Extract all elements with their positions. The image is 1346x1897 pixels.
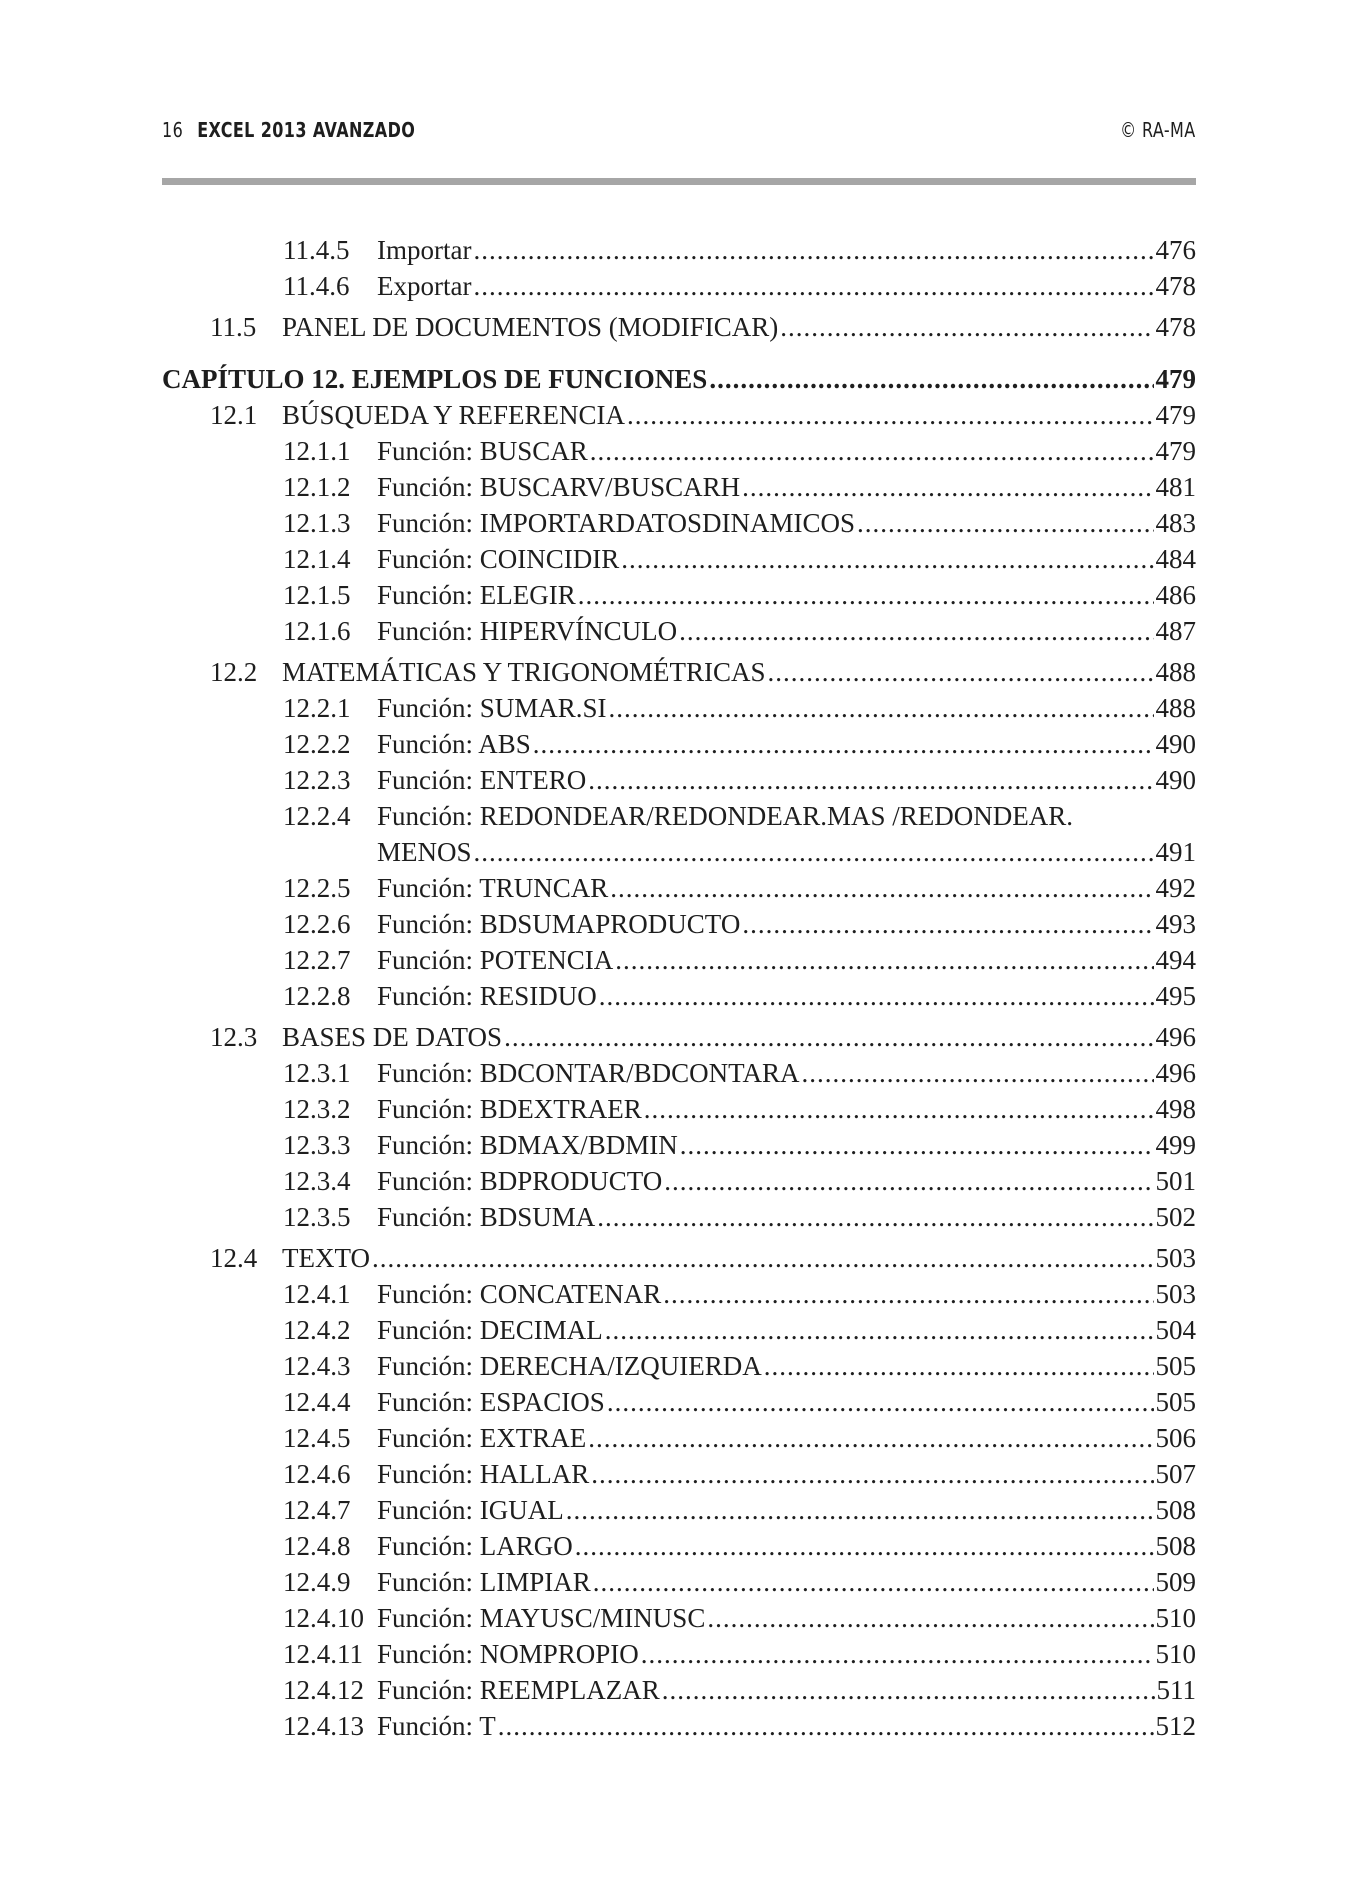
toc-entry <box>162 654 1196 690</box>
toc-entry-page: 505 <box>1154 1384 1197 1420</box>
dot-leader <box>597 1199 1153 1235</box>
toc-entry-leader-line <box>377 1636 1196 1672</box>
toc-entry-page: 494 <box>1154 942 1197 978</box>
toc-entry-number: 12.2.4 <box>283 801 351 831</box>
dot-leader <box>566 1492 1154 1528</box>
dot-leader <box>590 433 1154 469</box>
toc-entry-page: 504 <box>1154 1312 1197 1348</box>
toc-entry-number: 12.2 <box>210 657 258 687</box>
toc-entry-label: BÚSQUEDA Y REFERENCIA <box>282 397 627 433</box>
dot-leader <box>663 1276 1153 1312</box>
dot-leader <box>768 654 1154 690</box>
toc-entry-leader-line <box>377 505 1196 541</box>
toc-entry-label: Función: LIMPIAR <box>377 1564 593 1600</box>
toc-entry-leader-line <box>377 1055 1196 1091</box>
toc-entry-page: 476 <box>1154 232 1197 268</box>
toc-entry-leader-line <box>377 1456 1196 1492</box>
toc-entry-label: Función: BUSCAR <box>377 433 590 469</box>
dot-leader <box>588 762 1153 798</box>
toc-entry-label: Función: BDEXTRAER <box>377 1091 644 1127</box>
toc-entry-page: 503 <box>1154 1240 1197 1276</box>
toc-entry-label: MATEMÁTICAS Y TRIGONOMÉTRICAS <box>282 654 768 690</box>
toc-entry <box>162 505 1196 541</box>
dot-leader <box>473 268 1153 304</box>
toc-entry-leader-line <box>377 1091 1196 1127</box>
toc-entry <box>162 1528 1196 1564</box>
toc-entry-label: Función: TRUNCAR <box>377 870 610 906</box>
header-publisher: © RA-MA <box>1120 118 1196 142</box>
toc-entry-number: 12.2.1 <box>283 693 351 723</box>
dot-leader <box>593 1564 1154 1600</box>
dot-leader <box>764 1348 1154 1384</box>
dot-leader <box>575 1528 1154 1564</box>
toc-entry-leader-line <box>377 469 1196 505</box>
toc-entry-label: Función: MAYUSC/MINUSC <box>377 1600 707 1636</box>
toc-entry-label: Función: BDCONTAR/BDCONTARA <box>377 1055 801 1091</box>
toc-entry-leader-line <box>377 1708 1196 1744</box>
toc-entry-number: 12.1.5 <box>283 580 351 610</box>
toc-entry-number: 12.4.13 <box>283 1711 364 1741</box>
toc-entry-page: 478 <box>1154 268 1197 304</box>
toc-entry-label: Función: POTENCIA <box>377 942 615 978</box>
toc-entry-leader-line <box>377 762 1196 798</box>
toc-entry <box>162 268 1196 304</box>
toc-entry-leader-line <box>377 433 1196 469</box>
toc-entry <box>162 361 1196 397</box>
toc-entry-leader-line <box>377 906 1196 942</box>
toc-entry <box>162 397 1196 433</box>
toc-entry <box>162 613 1196 649</box>
toc-entry <box>162 469 1196 505</box>
toc-entry-number: 12.4.1 <box>283 1279 351 1309</box>
toc-entry-number: 12.4.4 <box>283 1387 351 1417</box>
toc-entry-label: Exportar <box>377 268 473 304</box>
toc-entry-page: 496 <box>1154 1055 1197 1091</box>
toc-entry-leader-line <box>377 834 1196 870</box>
toc-entry-number: 12.2.6 <box>283 909 351 939</box>
toc-entry-label: Función: DERECHA/IZQUIERDA <box>377 1348 764 1384</box>
toc-entry-number: 12.1.3 <box>283 508 351 538</box>
toc-entry-number: 12.1.1 <box>283 436 351 466</box>
toc-entry <box>162 1312 1196 1348</box>
toc-entry-page: 508 <box>1154 1528 1197 1564</box>
toc-entry-number: 12.4.10 <box>283 1603 364 1633</box>
dot-leader <box>742 906 1153 942</box>
toc-entry-label: Función: SUMAR.SI <box>377 690 609 726</box>
toc-entry-page: 478 <box>1154 309 1197 345</box>
toc-entry-leader-line <box>377 1127 1196 1163</box>
toc-entry-number: 12.2.7 <box>283 945 351 975</box>
toc-entry-leader-line <box>377 268 1196 304</box>
toc-entry <box>162 870 1196 906</box>
toc-entry-page: 509 <box>1154 1564 1197 1600</box>
toc-entry <box>162 541 1196 577</box>
dot-leader <box>627 397 1153 433</box>
toc-entry <box>162 762 1196 798</box>
dot-leader <box>709 361 1153 397</box>
toc-entry-label: Función: ENTERO <box>377 762 588 798</box>
toc-entry <box>162 1163 1196 1199</box>
dot-leader <box>610 870 1153 906</box>
toc-entry-label: Función: IGUAL <box>377 1492 566 1528</box>
toc-entry-number: 12.3.2 <box>283 1094 351 1124</box>
toc-entry <box>162 1564 1196 1600</box>
toc-entry-leader-line <box>377 978 1196 1014</box>
toc-entry-page: 479 <box>1154 433 1197 469</box>
toc-entry-number: 12.2.2 <box>283 729 351 759</box>
toc-entry-page: 510 <box>1154 1600 1197 1636</box>
toc-entry-label: Función: HALLAR <box>377 1456 591 1492</box>
toc-entry-number: 11.4.6 <box>283 271 350 301</box>
header-book-title: EXCEL 2013 AVANZADO <box>197 118 416 142</box>
toc-entry-leader-line <box>377 541 1196 577</box>
toc-entry-page: 505 <box>1154 1348 1197 1384</box>
toc-entry-page: 499 <box>1154 1127 1197 1163</box>
toc-entry-leader-line <box>282 1240 1196 1276</box>
toc-entry-leader-line <box>377 232 1196 268</box>
toc-entry-page: 501 <box>1154 1163 1197 1199</box>
toc-entry-leader-line <box>377 690 1196 726</box>
toc-entry-number: 12.1.4 <box>283 544 351 574</box>
toc-entry-leader-line <box>377 1528 1196 1564</box>
toc-entry-label: Función: LARGO <box>377 1528 575 1564</box>
toc-entry-label: Función: BUSCARV/BUSCARH <box>377 469 742 505</box>
toc-entry-page: 503 <box>1154 1276 1197 1312</box>
toc-entry <box>162 1492 1196 1528</box>
toc-entry-number: 12.4.9 <box>283 1567 351 1597</box>
toc-entry-page: 490 <box>1154 726 1197 762</box>
toc-entry <box>162 577 1196 613</box>
toc-entry-label: PANEL DE DOCUMENTOS (MODIFICAR) <box>282 309 780 345</box>
toc-entry <box>162 906 1196 942</box>
dot-leader <box>372 1240 1154 1276</box>
toc-entry <box>162 1091 1196 1127</box>
toc-entry-leader-line <box>282 654 1196 690</box>
toc-entry-label: BASES DE DATOS <box>282 1019 504 1055</box>
running-header <box>162 118 1196 150</box>
toc-entry-continuation <box>162 834 1196 870</box>
toc-entry-page: 488 <box>1154 654 1197 690</box>
dot-leader <box>680 1127 1154 1163</box>
dot-leader <box>644 1091 1154 1127</box>
dot-leader <box>473 232 1153 268</box>
toc-entry <box>162 1199 1196 1235</box>
toc-entry-leader-line <box>377 1672 1196 1708</box>
toc-entry-page: 486 <box>1154 577 1197 613</box>
toc-entry-number: 12.2.8 <box>283 981 351 1011</box>
toc-entry-label: Función: T <box>377 1708 498 1744</box>
toc-entry-label: Función: DECIMAL <box>377 1312 605 1348</box>
toc-entry-page: 498 <box>1154 1091 1197 1127</box>
toc-entry-label: Función: ELEGIR <box>377 577 578 613</box>
toc-entry-page: 508 <box>1154 1492 1197 1528</box>
toc-entry-number: 12.4.6 <box>283 1459 351 1489</box>
toc-entry-leader-line <box>282 1019 1196 1055</box>
toc-entry <box>162 1420 1196 1456</box>
dot-leader <box>578 577 1154 613</box>
dot-leader <box>857 505 1153 541</box>
toc-entry <box>162 798 1196 834</box>
dot-leader <box>474 834 1154 870</box>
toc-entry-number: 12.4.11 <box>283 1639 363 1669</box>
dot-leader <box>679 613 1153 649</box>
toc-entry-number: 12.3.3 <box>283 1130 351 1160</box>
toc-entry-page: 511 <box>1155 1672 1197 1708</box>
toc-entry-number: 12.4.8 <box>283 1531 351 1561</box>
toc-entry-leader-line <box>377 942 1196 978</box>
toc-entry <box>162 309 1196 345</box>
toc-entry <box>162 690 1196 726</box>
toc-entry-label: CAPÍTULO 12. EJEMPLOS DE FUNCIONES <box>162 361 709 397</box>
toc-entry-leader-line <box>377 613 1196 649</box>
dot-leader <box>662 1672 1155 1708</box>
toc-entry-label: Función: ESPACIOS <box>377 1384 607 1420</box>
toc-entry-leader-line <box>377 1564 1196 1600</box>
dot-leader <box>615 942 1153 978</box>
toc-entry-number: 12.3.5 <box>283 1202 351 1232</box>
toc-entry <box>162 1636 1196 1672</box>
dot-leader <box>621 541 1153 577</box>
dot-leader <box>801 1055 1153 1091</box>
dot-leader <box>591 1456 1153 1492</box>
toc-entry-number: 12.3.4 <box>283 1166 351 1196</box>
toc-entry-label: Función: BDSUMAPRODUCTO <box>377 906 742 942</box>
toc-entry-page: 484 <box>1154 541 1197 577</box>
toc-entry-page: 488 <box>1154 690 1197 726</box>
toc-entry-number: 12.1.2 <box>283 472 351 502</box>
toc-entry-label: Función: RESIDUO <box>377 978 599 1014</box>
toc-entry-number: 12.4.12 <box>283 1675 364 1705</box>
toc-entry <box>162 1348 1196 1384</box>
toc-entry-label: Función: HIPERVÍNCULO <box>377 613 679 649</box>
toc-entry <box>162 433 1196 469</box>
toc-entry-page: 490 <box>1154 762 1197 798</box>
toc-entry-number: 12.4.7 <box>283 1495 351 1525</box>
toc-entry-page: 510 <box>1154 1636 1197 1672</box>
toc-entry-leader-line <box>377 1199 1196 1235</box>
toc-entry-leader-line <box>377 577 1196 613</box>
toc-entry-page: 512 <box>1154 1708 1197 1744</box>
toc-entry-page: 491 <box>1154 834 1197 870</box>
dot-leader <box>588 1420 1153 1456</box>
toc-entry-page: 483 <box>1154 505 1197 541</box>
toc-entry-number: 12.4 <box>210 1243 258 1273</box>
toc-entry <box>162 1456 1196 1492</box>
toc-entry-label: Función: REEMPLAZAR <box>377 1672 662 1708</box>
dot-leader <box>599 978 1154 1014</box>
toc-entry-leader-line <box>377 1276 1196 1312</box>
toc-entry-number: 12.2.3 <box>283 765 351 795</box>
toc-entry-label: Función: IMPORTARDATOSDINAMICOS <box>377 505 857 541</box>
toc-entry-page: 492 <box>1154 870 1197 906</box>
toc-entry-page: 495 <box>1154 978 1197 1014</box>
toc-entry-label: MENOS <box>377 834 474 870</box>
toc-entry-number: 12.3.1 <box>283 1058 351 1088</box>
toc-entry-label: Función: BDPRODUCTO <box>377 1163 664 1199</box>
toc-entry-leader-line <box>377 1420 1196 1456</box>
toc-entry-number: 11.5 <box>210 312 257 342</box>
toc-entry-page: 481 <box>1154 469 1197 505</box>
toc-entry-page: 502 <box>1154 1199 1197 1235</box>
toc-entry <box>162 726 1196 762</box>
dot-leader <box>533 726 1154 762</box>
toc-entry <box>162 232 1196 268</box>
header-rule <box>162 178 1196 185</box>
toc-entry-number: 12.4.5 <box>283 1423 351 1453</box>
dot-leader <box>742 469 1153 505</box>
dot-leader <box>707 1600 1153 1636</box>
toc-entry-number: 12.2.5 <box>283 873 351 903</box>
toc-entry-page: 493 <box>1154 906 1197 942</box>
toc-entry-page: 507 <box>1154 1456 1197 1492</box>
table-of-contents <box>162 232 1196 1744</box>
toc-entry-page: 479 <box>1154 361 1197 397</box>
toc-entry-label: Función: CONCATENAR <box>377 1276 663 1312</box>
toc-entry-label: Función: ABS <box>377 726 533 762</box>
toc-entry-number: 12.1.6 <box>283 616 351 646</box>
toc-entry-number: 12.4.3 <box>283 1351 351 1381</box>
toc-entry <box>162 1019 1196 1055</box>
toc-entry <box>162 1600 1196 1636</box>
toc-entry <box>162 1672 1196 1708</box>
toc-entry-label: Función: BDMAX/BDMIN <box>377 1127 680 1163</box>
dot-leader <box>605 1312 1154 1348</box>
toc-entry-label: TEXTO <box>282 1240 372 1276</box>
toc-entry-page: 496 <box>1154 1019 1197 1055</box>
toc-entry-leader-line <box>377 1492 1196 1528</box>
toc-entry <box>162 1276 1196 1312</box>
dot-leader <box>780 309 1153 345</box>
toc-entry <box>162 942 1196 978</box>
toc-entry-label: Función: BDSUMA <box>377 1199 597 1235</box>
toc-entry-number: 12.4.2 <box>283 1315 351 1345</box>
dot-leader <box>609 690 1154 726</box>
toc-entry-label: Función: REDONDEAR/REDONDEAR.MAS /REDONDEAR. <box>377 801 1074 831</box>
toc-entry-number: 12.1 <box>210 400 258 430</box>
toc-entry-label: Importar <box>377 232 473 268</box>
toc-entry-leader-line <box>377 1348 1196 1384</box>
toc-entry-leader-line <box>282 397 1196 433</box>
toc-entry-leader-line <box>377 726 1196 762</box>
toc-entry-leader-line <box>377 1600 1196 1636</box>
toc-entry <box>162 1384 1196 1420</box>
toc-entry-label: Función: COINCIDIR <box>377 541 621 577</box>
toc-entry-number: 11.4.5 <box>283 235 350 265</box>
dot-leader <box>664 1163 1153 1199</box>
toc-entry <box>162 1240 1196 1276</box>
toc-entry-page: 479 <box>1154 397 1197 433</box>
toc-entry-leader-line <box>377 1163 1196 1199</box>
dot-leader <box>641 1636 1154 1672</box>
dot-leader <box>504 1019 1153 1055</box>
toc-entry-number: 12.3 <box>210 1022 258 1052</box>
toc-entry-page: 487 <box>1154 613 1197 649</box>
toc-entry-label: Función: NOMPROPIO <box>377 1636 641 1672</box>
toc-entry-leader-line <box>377 1384 1196 1420</box>
toc-entry-page: 506 <box>1154 1420 1197 1456</box>
toc-entry <box>162 978 1196 1014</box>
toc-entry-leader-line <box>282 309 1196 345</box>
toc-entry-leader-line <box>377 870 1196 906</box>
dot-leader <box>498 1708 1154 1744</box>
toc-entry-label: Función: EXTRAE <box>377 1420 588 1456</box>
toc-entry-leader-line <box>377 1312 1196 1348</box>
toc-entry <box>162 1708 1196 1744</box>
toc-entry <box>162 1055 1196 1091</box>
dot-leader <box>607 1384 1154 1420</box>
toc-entry <box>162 1127 1196 1163</box>
header-page-number: 16 <box>162 118 184 142</box>
toc-entry-leader-line <box>162 361 1196 397</box>
